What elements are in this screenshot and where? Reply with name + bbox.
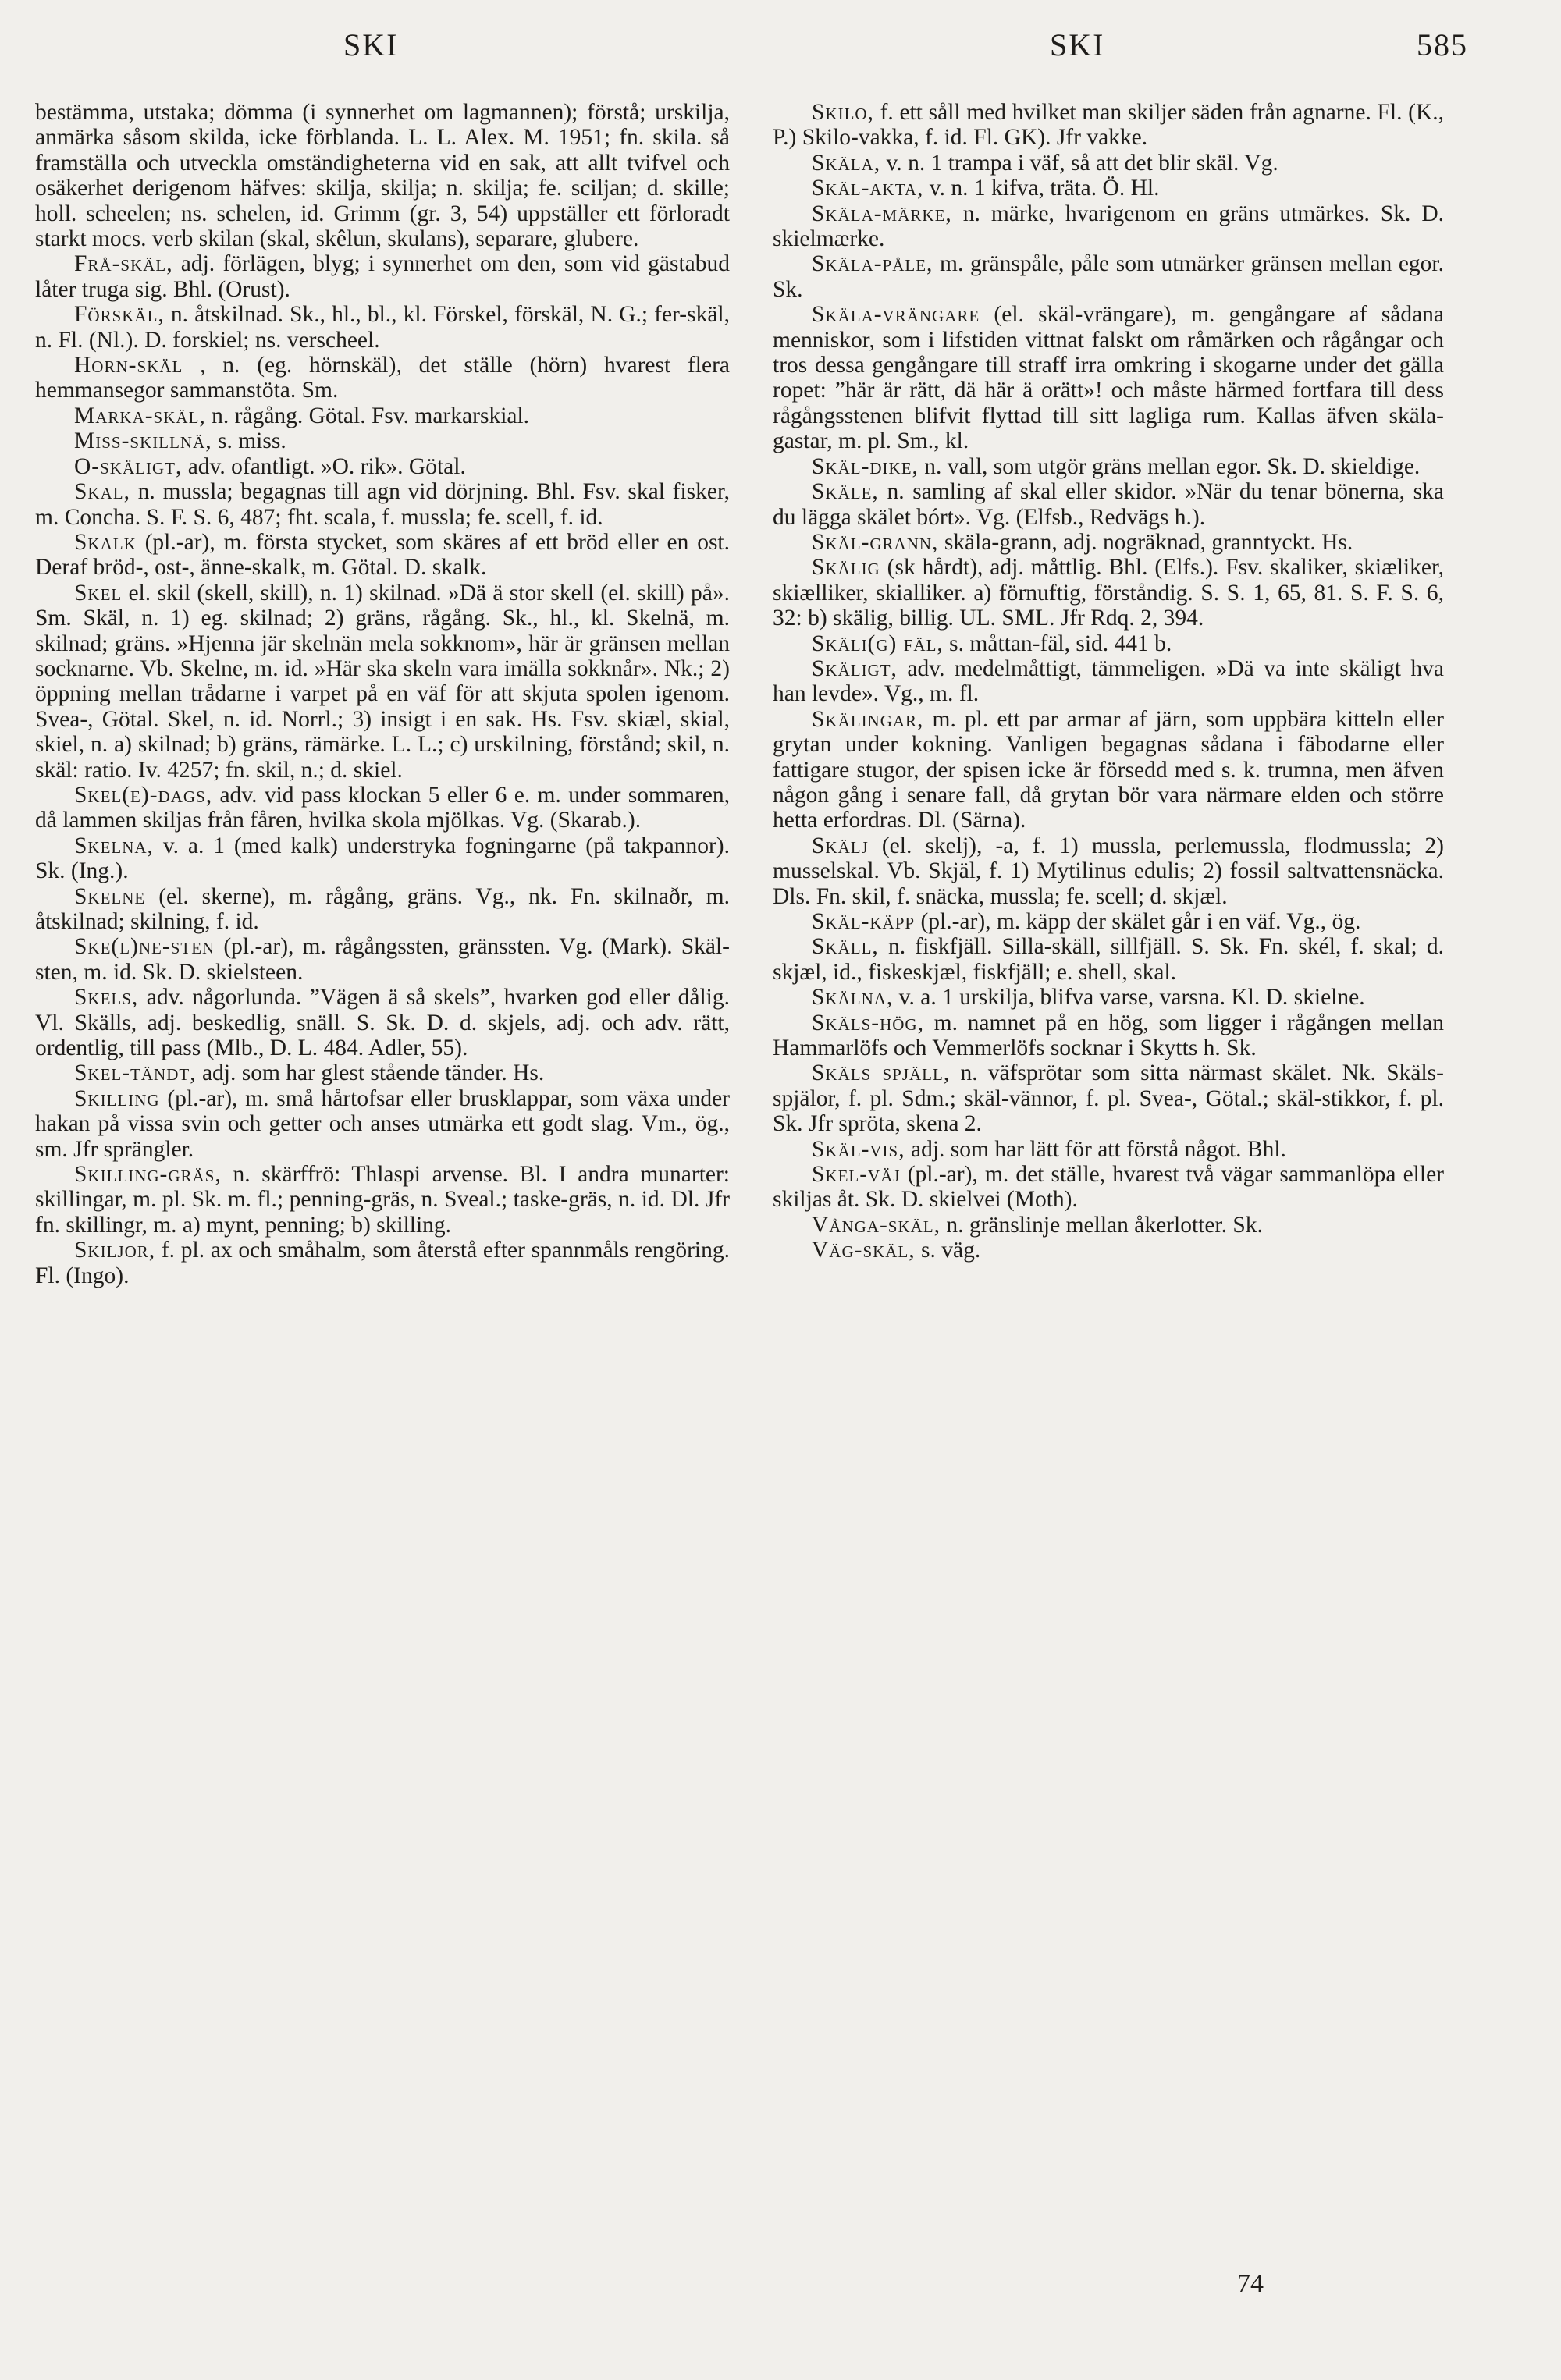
entry-headword: Skilling-gräs, bbox=[74, 1162, 222, 1188]
dictionary-entry bbox=[35, 479, 730, 530]
entry-headword: Skäla-påle, bbox=[812, 251, 933, 277]
dictionary-entry bbox=[773, 1137, 1444, 1162]
entry-text: n. åtskilnad. Sk., hl., bl., kl. Förskel, förskäl, N. G.; fer-skäl, n. Fl. (Nl.). D. forskiel; ns. verscheel. bbox=[35, 302, 731, 353]
entry-headword: Skäl-dike, bbox=[812, 453, 919, 479]
running-head-left: SKI bbox=[343, 27, 399, 62]
entry-text: (pl.-ar), m. rågångssten, gränssten. Vg. (Mark). Skäl-sten, m. id. Sk. D. skielsteen. bbox=[35, 934, 730, 985]
dictionary-entry bbox=[773, 1213, 1444, 1238]
entry-headword: Skilo, bbox=[812, 100, 874, 125]
dictionary-entry bbox=[773, 176, 1444, 201]
dictionary-entry bbox=[35, 100, 730, 251]
entry-text: (pl.-ar), m. det ställe, hvarest två vägar sammanlöpa eller skiljas åt. Sk. D. skielvei (Moth). bbox=[773, 1162, 1444, 1213]
dictionary-entry bbox=[773, 1011, 1444, 1061]
entry-headword: Skäls-hög, bbox=[812, 1010, 924, 1035]
entry-headword: Ske(l)ne-sten bbox=[74, 934, 215, 960]
dictionary-entry bbox=[773, 707, 1444, 833]
dictionary-entry bbox=[35, 833, 730, 884]
page-number: 585 bbox=[1417, 27, 1468, 62]
entry-headword: Skäle, bbox=[812, 479, 879, 505]
entry-text: s. väg. bbox=[921, 1238, 981, 1263]
dictionary-entry bbox=[35, 530, 730, 581]
dictionary-entry bbox=[773, 302, 1444, 453]
entry-headword: Skäligt, bbox=[812, 655, 898, 681]
left-column bbox=[35, 100, 730, 1288]
entry-text: n. rågång. Götal. Fsv. markarskial. bbox=[212, 403, 530, 428]
entry-text: v. n. 1 kifva, träta. Ö. Hl. bbox=[929, 176, 1160, 201]
entry-headword: Skel-väj bbox=[812, 1162, 901, 1188]
dictionary-entry bbox=[35, 1060, 730, 1085]
entry-headword: Skälig bbox=[812, 555, 880, 581]
dictionary-entry bbox=[35, 1238, 730, 1288]
dictionary-entry bbox=[35, 403, 730, 428]
entry-text: bestämma, utstaka; dömma (i synnerhet om lagmannen); förstå; urskilja, anmärka såsom skilda, icke förblanda. L. L. Alex. M. 1951; fn. skila. så framställa och utveckla omständigheterna vid en sak, att allt tvifvel och osäkerhet derigenom häfves: skilja, skilja; n. skilja; fe. sciljan; d. skille; holl. scheelen; ns. schelen, id. Grimm (gr. 3, 54) uppställer ett förloradt starkt mocs. verb skilan (skal, skêlun, skulans), separare, glubere. bbox=[35, 100, 730, 252]
dictionary-entry bbox=[35, 251, 730, 302]
dictionary-entry bbox=[773, 1238, 1444, 1263]
dictionary-entry bbox=[35, 934, 730, 985]
entry-headword: Miss-skillnä, bbox=[74, 428, 212, 454]
dictionary-entry bbox=[773, 631, 1444, 656]
entry-headword: Skälj bbox=[812, 833, 869, 858]
dictionary-entry bbox=[35, 353, 730, 403]
dictionary-entry bbox=[773, 909, 1444, 934]
entry-headword: Väg-skäl, bbox=[812, 1238, 916, 1263]
entry-headword: Skel bbox=[74, 580, 123, 606]
signature-mark: 74 bbox=[1237, 2269, 1264, 2298]
entry-headword: Skilling bbox=[74, 1085, 160, 1111]
entry-text: adj. som har lätt för att förstå något. Bhl. bbox=[910, 1136, 1286, 1162]
entry-text: adj. förlägen, blyg; i synnerhet om den, som vid gästabud låter truga sig. Bhl. (Orust). bbox=[35, 251, 730, 302]
entry-headword: Skäls spjäll, bbox=[812, 1060, 951, 1086]
dictionary-entry bbox=[35, 884, 730, 935]
entry-text: (pl.-ar), m. käpp der skälet går i en väf. Vg., ög. bbox=[920, 909, 1361, 934]
dictionary-entry bbox=[773, 479, 1444, 530]
entry-text: , n. (eg. hörnskäl), det ställe (hörn) hvarest flera hemmansegor sammanstöta. Sm. bbox=[35, 353, 730, 403]
dictionary-entry bbox=[35, 1086, 730, 1162]
dictionary-entry bbox=[773, 555, 1444, 631]
entry-text: adv. ofantligt. »O. rik». Götal. bbox=[187, 453, 466, 479]
entry-headword: Skälingar, bbox=[812, 706, 924, 732]
entry-text: n. märke, hvarigenom en gräns utmärkes. Sk. D. skielmærke. bbox=[773, 201, 1445, 252]
dictionary-entry bbox=[773, 1060, 1444, 1136]
entry-text: n. mussla; begagnas till agn vid dörjning. Bhl. Fsv. skal fisker, m. Concha. S. F. S. 6, 487; fht. scala, f. mussla; fe. scell, f. id. bbox=[35, 479, 731, 530]
dictionary-entry bbox=[35, 985, 730, 1060]
dictionary-entry bbox=[773, 833, 1444, 909]
entry-headword: Skiljor, bbox=[74, 1238, 156, 1263]
entry-text: n. fiskfjäll. Silla-skäll, sillfjäll. S. Sk. Fn. skél, f. skal; d. skjæl, id., fiskeskjæl, fiskfjäll; e. shell, skal. bbox=[773, 934, 1444, 985]
entry-text: adv. medelmåttigt, tämmeligen. »Dä va inte skäligt hva han levde». Vg., m. fl. bbox=[773, 655, 1444, 707]
dictionary-entry bbox=[35, 1162, 730, 1238]
entry-text: v. a. 1 (med kalk) understryka fogningarne (på takpannor). Sk. (Ing.). bbox=[35, 833, 730, 884]
entry-text: (sk hårdt), adj. måttlig. Bhl. (Elfs.). Fsv. skaliker, skiæliker, skiælliker, skialliker. a) förnuftig, förståndig. S. S. 1, 65, 81. S. F. S. 6, 32: b) skälig, billig. UL. SML. Jfr Rdq. 2, 394. bbox=[773, 555, 1444, 631]
dictionary-entry bbox=[35, 302, 730, 353]
entry-headword: Frå-skäl, bbox=[74, 251, 173, 277]
entry-headword: Skels, bbox=[74, 985, 139, 1011]
entry-text: s. måttan-fäl, sid. 441 b. bbox=[949, 631, 1172, 656]
running-head-center: SKI bbox=[1050, 27, 1105, 62]
dictionary-entry bbox=[35, 581, 730, 783]
dictionary-entry bbox=[773, 454, 1444, 479]
dictionary-entry bbox=[773, 251, 1444, 302]
entry-text: f. ett såll med hvilket man skiljer säden från agnarne. Fl. (K., P.) Skilo-vakka, f. id. Fl. GK). Jfr vakke. bbox=[773, 100, 1445, 151]
entry-text: skäla-grann, adj. nogräknad, granntyckt. Hs. bbox=[944, 529, 1353, 555]
entry-text: n. vall, som utgör gräns mellan egor. Sk. D. skieldige. bbox=[924, 453, 1421, 479]
dictionary-entry bbox=[773, 656, 1444, 707]
entry-text: el. skil (skell, skill), n. 1) skilnad. »Dä ä stor skell (el. skill) på». Sm. Skäl, n. 1) eg. skilnad; 2) gräns, rågång. Sk., hl., kl. Skelnä, m. skilnad; gräns. »Hjenna jär skelnän mela sokknom», här är gränsen mellan socknarne. Vb. Skelne, m. id. »Här ska skeln vara imälla sokknår». Nk.; 2) öppning mellan trådarne i varpet på en väf för att skjuta spolen igenom. Svea-, Götal. Skel, n. id. Norrl.; 3) insigt i en sak. Hs. Fsv. skiæl, skial, skiel, n. a) skilnad; b) gräns, rämärke. L. L.; c) urskilning, förstånd; skil, n. skäl: ratio. Iv. 4257; fn. skil, n.; d. skiel. bbox=[35, 580, 730, 783]
entry-headword: Skäl-vis, bbox=[812, 1136, 905, 1162]
entry-headword: Vånga-skäl, bbox=[812, 1212, 941, 1238]
dictionary-entry bbox=[773, 934, 1444, 985]
entry-text: n. samling af skal eller skidor. »När du tenar bönerna, ska du lägga skälet bórt». Vg. (Elfsb., Redvägs h.). bbox=[773, 479, 1444, 530]
dictionary-entry bbox=[773, 201, 1444, 252]
right-column bbox=[773, 100, 1444, 1263]
entry-headword: Skäla-vrängare bbox=[812, 302, 980, 328]
entry-headword: Skälna, bbox=[812, 985, 894, 1011]
entry-text: adv. vid pass klockan 5 eller 6 e. m. under sommaren, då lammen skiljas från fåren, hvilka skola mjölkas. Vg. (Skarab.). bbox=[35, 782, 730, 833]
entry-headword: Skäl-akta, bbox=[812, 176, 924, 201]
entry-headword: Marka-skäl, bbox=[74, 403, 206, 428]
dictionary-entry bbox=[773, 985, 1444, 1010]
dictionary-entry bbox=[773, 151, 1444, 176]
entry-text: (el. skäl-vrängare), m. gengångare af sådana menniskor, som i lifstiden vittnat falskt om råmärken och rågångar och tros dessa gengångare till straff irra omkring i skogarne under det gälla ropet: ”här är rätt, dä här ä orätt»! och måste härmed fortfara till dess rågångsstenen blifvit flyttad till sitt lagliga rum. Kallas äfven skäla-gastar, m. pl. Sm., kl. bbox=[773, 302, 1445, 454]
dictionary-entry bbox=[773, 1162, 1444, 1213]
page-header bbox=[0, 27, 1561, 73]
dictionary-entry bbox=[35, 783, 730, 833]
entry-headword: O-skäligt, bbox=[74, 453, 183, 479]
dictionary-entry bbox=[773, 530, 1444, 555]
entry-headword: Skel(e)-dags, bbox=[74, 782, 213, 808]
entry-text: n. väfsprötar som sitta närmast skälet. Nk. Skäls-spjälor, f. pl. Sdm.; skäl-vännor, f. pl. Svea-, Götal.; skäl-stikkor, f. pl. Sk. Jfr spröta, skena 2. bbox=[773, 1060, 1444, 1137]
entry-text: (el. skerne), m. rågång, gräns. Vg., nk. Fn. skilnaðr, m. åtskilnad; skilning, f. id. bbox=[35, 883, 731, 934]
entry-headword: Skäla, bbox=[812, 150, 881, 176]
entry-text: m. namnet på en hög, som ligger i rågången mellan Hammarlöfs och Vemmerlöfs socknar i Skytts h. Sk. bbox=[773, 1010, 1444, 1061]
entry-text: s. miss. bbox=[217, 428, 286, 454]
entry-text: (pl.-ar), m. första stycket, som skäres af ett bröd eller en ost. Deraf bröd-, ost-, änne-skalk, m. Götal. D. skalk. bbox=[35, 529, 731, 581]
entry-text: n. skärffrö: Thlaspi arvense. Bl. I andra munarter: skillingar, m. pl. Sk. m. fl.; penning-gräs, n. Sveal.; taske-gräs, n. id. Dl. Jfr fn. skillingr, m. a) mynt, penning; b) skilling. bbox=[35, 1162, 731, 1238]
entry-text: m. pl. ett par armar af järn, som uppbära kitteln eller grytan under kokning. Vanligen begagnas sådana i fäbodarne eller fattigare stugor, der spisen icke är försedd med s. k. trumna, men äfven någon gång i senare fall, då grytan bör vara närmare elden och större hetta erfordras. Dl. (Särna). bbox=[773, 706, 1444, 833]
entry-headword: Skäl-käpp bbox=[812, 909, 916, 934]
entry-headword: Skelna, bbox=[74, 833, 154, 858]
entry-text: adj. som har glest stående tänder. Hs. bbox=[201, 1060, 545, 1086]
entry-headword: Skel-tändt, bbox=[74, 1060, 197, 1086]
entry-headword: Skäla-märke, bbox=[812, 201, 952, 226]
entry-headword: Skäli(g) fäl, bbox=[812, 631, 944, 656]
entry-headword: Skalk bbox=[74, 529, 137, 555]
entry-text: v. a. 1 urskilja, blifva varse, varsna. Kl. D. skielne. bbox=[898, 985, 1365, 1011]
entry-headword: Skelne bbox=[74, 883, 146, 909]
entry-headword: Förskäl, bbox=[74, 302, 165, 328]
entry-headword: Horn-skäl bbox=[74, 353, 183, 378]
dictionary-entry bbox=[35, 428, 730, 453]
entry-text: m. gränspåle, påle som utmärker gränsen mellan egor. Sk. bbox=[773, 251, 1444, 302]
dictionary-entry bbox=[35, 454, 730, 479]
entry-text: n. gränslinje mellan åkerlotter. Sk. bbox=[946, 1212, 1263, 1238]
entry-text: f. pl. ax och småhalm, som återstå efter spannmåls rengöring. Fl. (Ingo). bbox=[35, 1238, 731, 1288]
entry-headword: Skäll, bbox=[812, 934, 879, 960]
entry-headword: Skäl-grann, bbox=[812, 529, 939, 555]
dictionary-entry bbox=[773, 100, 1444, 151]
entry-text: adv. någorlunda. ”Vägen ä så skels”, hvarken god eller dålig. Vl. Skälls, adj. beskedlig, snäll. S. Sk. D. d. skjels, adj. och adv. rätt, ordentlig, till pass (Mlb., D. L. 484. Adler, 55). bbox=[35, 985, 730, 1061]
entry-text: (el. skelj), -a, f. 1) mussla, perlemussla, flodmussla; 2) musselskal. Vb. Skjäl, f. 1) Mytilinus edulis; 2) fossil saltvattensnäcka. Dls. Fn. skil, f. snäcka, mussla; fe. scell; d. skjæl. bbox=[773, 833, 1444, 909]
entry-text: (pl.-ar), m. små hårtofsar eller brusklappar, som växa under hakan på vissa svin och getter och anses utmärka ett godt slag. Vm., ög., sm. Jfr sprängler. bbox=[35, 1085, 731, 1162]
entry-headword: Skal, bbox=[74, 479, 130, 505]
entry-text: v. n. 1 trampa i väf, så att det blir skäl. Vg. bbox=[886, 150, 1278, 176]
